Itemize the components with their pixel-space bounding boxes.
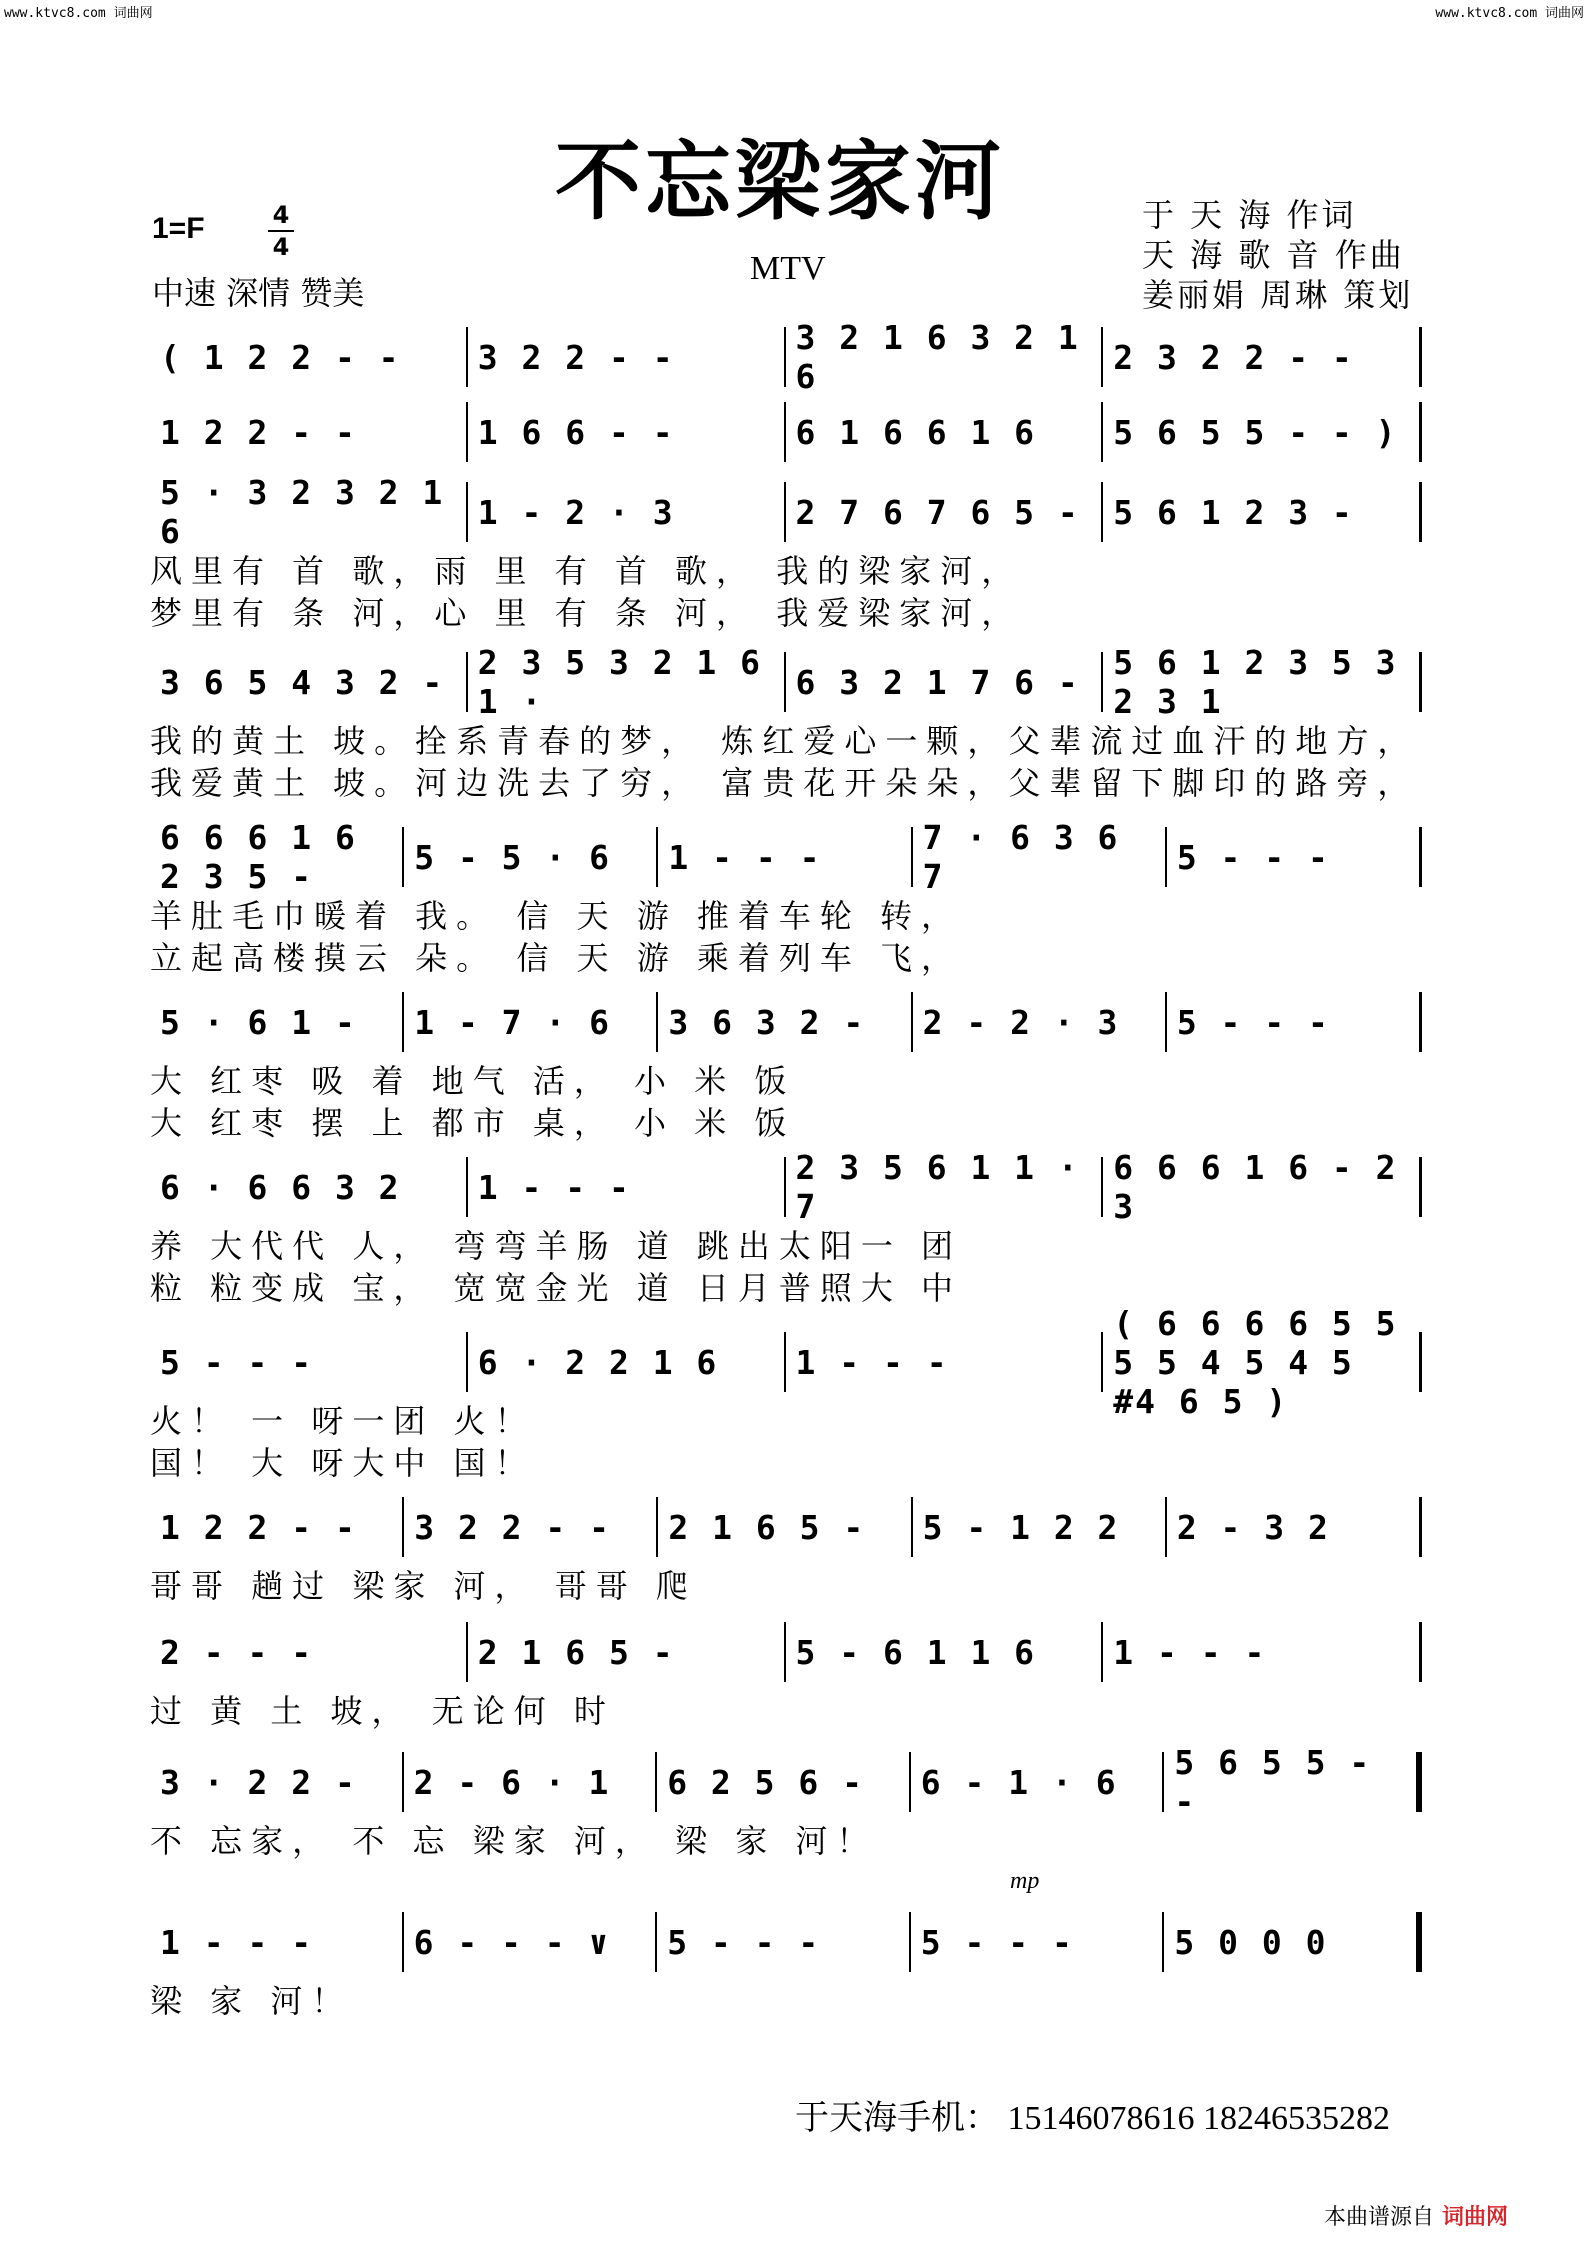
score-system (150, 1743, 1422, 1862)
measure: 2 - 3 2 (1167, 1497, 1422, 1557)
score-system (150, 410, 1422, 462)
measure: 2 - 2 · 3 (913, 992, 1167, 1052)
time-signature (268, 200, 294, 262)
time-signature-bottom: 4 (272, 233, 290, 261)
measure: 3 2 2 - - (404, 1497, 658, 1557)
measure-row (150, 818, 1422, 896)
measure: 6 3 2 1 7 6 - (786, 652, 1104, 712)
measure: 6 - 1 · 6 (911, 1752, 1165, 1812)
score-system (150, 1505, 1422, 1607)
measure: 3 · 2 2 - (150, 1752, 404, 1812)
credit-composer: 天 海 歌 音 作曲 (1142, 236, 1405, 274)
measure: 6 · 6 6 3 2 (150, 1157, 468, 1217)
lyric-line: 羊肚毛巾暖着 我。 信 天 游 推着车轮 转， (150, 897, 963, 935)
measure: 5 0 0 0 (1164, 1912, 1422, 1972)
measure: 3 2 1 6 3 2 1 6 (786, 327, 1104, 387)
measure: 6 6 6 1 6 - 2 3 (1103, 1157, 1422, 1217)
measure: 1 - - - (1103, 1622, 1422, 1682)
lyric-line: 大 红枣 摆 上 都市 桌， 小 米 饭 (150, 1104, 796, 1142)
measure: 1 - - - (468, 1157, 786, 1217)
lyric-line: 立起高楼摸云 朵。 信 天 游 乘着列车 飞， (150, 939, 963, 977)
score-system (150, 1303, 1422, 1484)
lyric-line: 梦里有 条 河，心 里 有 条 河， 我爱梁家河， (150, 594, 1023, 632)
score-system (150, 1920, 1422, 2022)
measure: 2 - 6 · 1 (404, 1752, 658, 1812)
measure: 6 - - - ∨ (404, 1912, 658, 1972)
credit-planner: 姜丽娟 周琳 策划 (1142, 276, 1414, 314)
measure-row (150, 473, 1422, 551)
measure: 5 - - - (657, 1912, 911, 1972)
measure: 2 3 2 2 - - (1103, 327, 1422, 387)
measure: 2 3 5 3 2 1 6 1 · (468, 652, 786, 712)
measure: 6 2 5 6 - (657, 1752, 911, 1812)
measure-row (150, 410, 1422, 462)
measure: 7 · 6 3 6 7 (913, 827, 1167, 887)
song-title: 不忘梁家河 (555, 131, 1005, 232)
measure: 5 6 5 5 - - (1164, 1752, 1422, 1812)
measure: 1 2 2 - - (150, 402, 468, 462)
source-brand: 词曲网 (1441, 2205, 1508, 2230)
measure: 1 - 7 · 6 (404, 992, 658, 1052)
score-system (150, 818, 1422, 979)
measure: 6 6 6 1 6 2 3 5 - (150, 827, 404, 887)
score-system (150, 473, 1422, 634)
song-subtitle: MTV (750, 250, 826, 287)
measure: 5 · 3 2 3 2 1 6 (150, 482, 468, 542)
credit-lyricist: 于 天 海 作词 (1142, 196, 1357, 234)
measure: 5 - - - (1167, 827, 1422, 887)
lyric-line: 哥哥 趟过 梁家 河， 哥哥 爬 (150, 1567, 697, 1605)
measure: 1 2 2 - - (150, 1497, 404, 1557)
measure-row (150, 1743, 1422, 1821)
measure: 5 6 1 2 3 - (1103, 482, 1422, 542)
measure: ( 6 6 6 6 5 5 5 5 4 5 4 5 #4 6 5 ) (1103, 1332, 1422, 1392)
measure: 5 - - - (150, 1332, 468, 1392)
measure: 3 6 5 4 3 2 - (150, 652, 468, 712)
corner-watermark-left: www.ktvc8.com 词曲网 (4, 6, 153, 21)
score-system (150, 1630, 1422, 1732)
measure-row (150, 1148, 1422, 1226)
measure: 6 1 6 6 1 6 (786, 402, 1104, 462)
measure: 5 - 6 1 1 6 (786, 1622, 1104, 1682)
measure: 1 - - - (658, 827, 912, 887)
measure: ( 1 2 2 - - (150, 327, 468, 387)
measure-row (150, 1000, 1422, 1052)
measure: 2 1 6 5 - (468, 1622, 786, 1682)
measure: 5 - 1 2 2 (913, 1497, 1167, 1557)
dynamic-marking: mp (1010, 1868, 1040, 1894)
lyric-line: 不 忘家， 不 忘 梁家 河， 梁 家 河！ (150, 1822, 878, 1860)
measure: 1 - - - (150, 1912, 404, 1972)
contact-phone: 于天海手机： 15146078616 18246535282 (795, 2100, 1390, 2137)
lyric-line: 火！ 一 呀一团 火！ (150, 1402, 536, 1440)
measure: 2 7 6 7 6 5 - (786, 482, 1104, 542)
measure-row (150, 1920, 1422, 1972)
measure: 5 - 5 · 6 (404, 827, 658, 887)
tempo-marking: 中速 深情 赞美 (152, 274, 365, 312)
lyric-line: 国！ 大 呀大中 国！ (150, 1444, 536, 1482)
measure-row (150, 318, 1422, 396)
measure: 2 3 5 6 1 1 · 7 (786, 1157, 1104, 1217)
measure: 1 - 2 · 3 (468, 482, 786, 542)
lyric-line: 梁 家 河！ (150, 1982, 353, 2020)
score-system (150, 643, 1422, 804)
measure: 3 2 2 - - (468, 327, 786, 387)
time-signature-top: 4 (272, 201, 290, 229)
measure: 1 6 6 - - (468, 402, 786, 462)
measure-row (150, 643, 1422, 721)
measure: 5 6 5 5 - - ) (1103, 402, 1422, 462)
measure: 5 · 6 1 - (150, 992, 404, 1052)
score-system (150, 1000, 1422, 1144)
measure: 1 - - - (786, 1332, 1104, 1392)
measure: 5 - - - (911, 1912, 1165, 1972)
measure: 3 6 3 2 - (658, 992, 912, 1052)
measure-row (150, 1505, 1422, 1557)
lyric-line: 风里有 首 歌，雨 里 有 首 歌， 我的梁家河， (150, 552, 1023, 590)
corner-watermark-right: www.ktvc8.com 词曲网 (1435, 6, 1584, 21)
measure: 2 1 6 5 - (658, 1497, 912, 1557)
lyric-line: 过 黄 土 坡， 无论何 时 (150, 1692, 615, 1730)
measure: 5 - - - (1167, 992, 1422, 1052)
score-system (150, 1148, 1422, 1309)
score-system (150, 318, 1422, 396)
key-signature: 1=F (152, 212, 205, 245)
measure: 5 6 1 2 3 5 3 2 3 1 (1103, 652, 1422, 712)
lyric-line: 我的黄土 坡。拴系青春的梦， 炼红爱心一颗，父辈流过血汗的地方， (150, 722, 1419, 760)
source-text: 本曲谱源自 (1323, 2205, 1434, 2230)
measure: 6 · 2 2 1 6 (468, 1332, 786, 1392)
lyric-line: 大 红枣 吸 着 地气 活， 小 米 饭 (150, 1062, 796, 1100)
measure: 2 - - - (150, 1622, 468, 1682)
lyric-line: 我爱黄土 坡。河边洗去了穷， 富贵花开朵朵，父辈留下脚印的路旁， (150, 764, 1419, 802)
source-note (1324, 2200, 1508, 2231)
lyric-line: 粒 粒变成 宝， 宽宽金光 道 日月普照大 中 (150, 1269, 963, 1307)
lyric-line: 养 大代代 人， 弯弯羊肠 道 跳出太阳一 团 (150, 1227, 963, 1265)
measure-row (150, 1630, 1422, 1682)
